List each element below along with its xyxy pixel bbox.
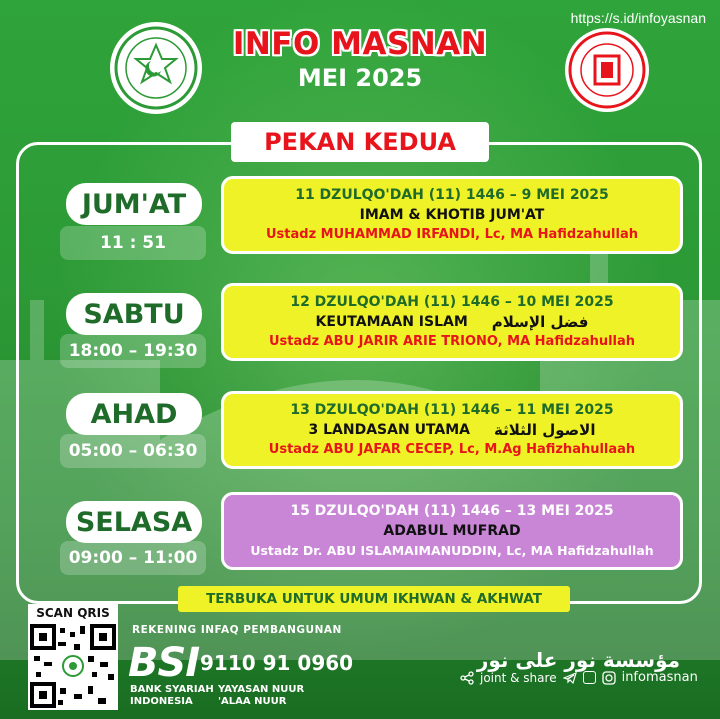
social-handle[interactable]: infomasnan [621,670,698,685]
card-topic-arabic: فضل الإسلام [491,313,589,331]
card-date: 15 DZULQO'DAH (11) 1446 – 13 MEI 2025 [290,503,614,519]
schedule-card-jumat [221,176,683,254]
account-owner: YAYASAN NUUR 'ALAA NUUR [218,684,305,707]
card-speaker: Ustadz ABU JARIR ARIE TRIONO, MA Hafidzahullah [268,334,636,349]
schedule-card-selasa [221,492,683,570]
poster-subtitle: MEI 2025 [297,64,423,92]
instagram-icon[interactable] [602,671,616,685]
poster-title: INFO MASNAN [232,26,488,62]
social-bar [460,670,698,685]
bank-logo: BSI [128,640,200,686]
schedule-card-sabtu [221,283,683,361]
time-ahad: 05:00 – 06:30 [60,434,206,468]
week-label: PEKAN KEDUA [231,122,489,162]
facebook-icon[interactable] [583,671,596,684]
share-label: joint & share [480,670,557,685]
qr-code-icon [28,622,118,710]
share-icon [460,671,474,685]
day-label-sabtu: SABTU [66,293,202,335]
infaq-label: REKENING INFAQ PEMBANGUNAN [132,624,342,636]
organization-name-arabic: مؤسسة نور على نور [476,648,680,672]
card-topic [360,205,545,225]
card-date: 12 DZULQO'DAH (11) 1446 – 10 MEI 2025 [290,294,614,310]
qris-label: SCAN QRIS [28,604,118,622]
card-speaker: Ustadz ABU JAFAR CECEP, Lc, M.Ag Hafizhahullaah [268,442,636,457]
telegram-icon[interactable] [563,671,577,685]
bank-name: BANK SYARIAH INDONESIA [130,684,214,707]
card-topic-arabic: الاصول الثلاثة [494,421,596,439]
day-label-selasa: SELASA [66,501,202,543]
card-topic-text: ADABUL MUFRAD [383,523,521,539]
day-label-jumat: JUM'AT [66,183,202,225]
card-topic [309,420,596,440]
card-topic [383,521,520,541]
open-to-public-banner: TERBUKA UNTUK UMUM IKHWAN & AKHWAT [178,586,570,612]
account-number: 9110 91 0960 [200,651,354,675]
card-topic [316,312,589,332]
card-speaker: Ustadz Dr. ABU ISLAMAIMANUDDIN, Lc, MA Hafidzahullah [250,543,654,558]
card-topic-text: 3 LANDASAN UTAMA [308,422,471,438]
time-sabtu: 18:00 – 19:30 [60,334,206,368]
card-date: 11 DZULQO'DAH (11) 1446 – 9 MEI 2025 [295,187,609,203]
card-topic-text: IMAM & KHOTIB JUM'AT [359,207,545,223]
time-jumat: 11 : 51 [60,226,206,260]
website-url[interactable]: https://s.id/infoyasnan [570,10,706,26]
card-speaker: Ustadz MUHAMMAD IRFANDI, Lc, MA Hafidzahullah [266,227,638,242]
card-topic-text: KEUTAMAAN ISLAM [315,314,468,330]
card-date: 13 DZULQO'DAH (11) 1446 – 11 MEI 2025 [290,402,614,418]
schedule-card-ahad [221,391,683,469]
day-label-ahad: AHAD [66,393,202,435]
time-selasa: 09:00 – 11:00 [60,541,206,575]
qris-code[interactable] [28,622,118,710]
